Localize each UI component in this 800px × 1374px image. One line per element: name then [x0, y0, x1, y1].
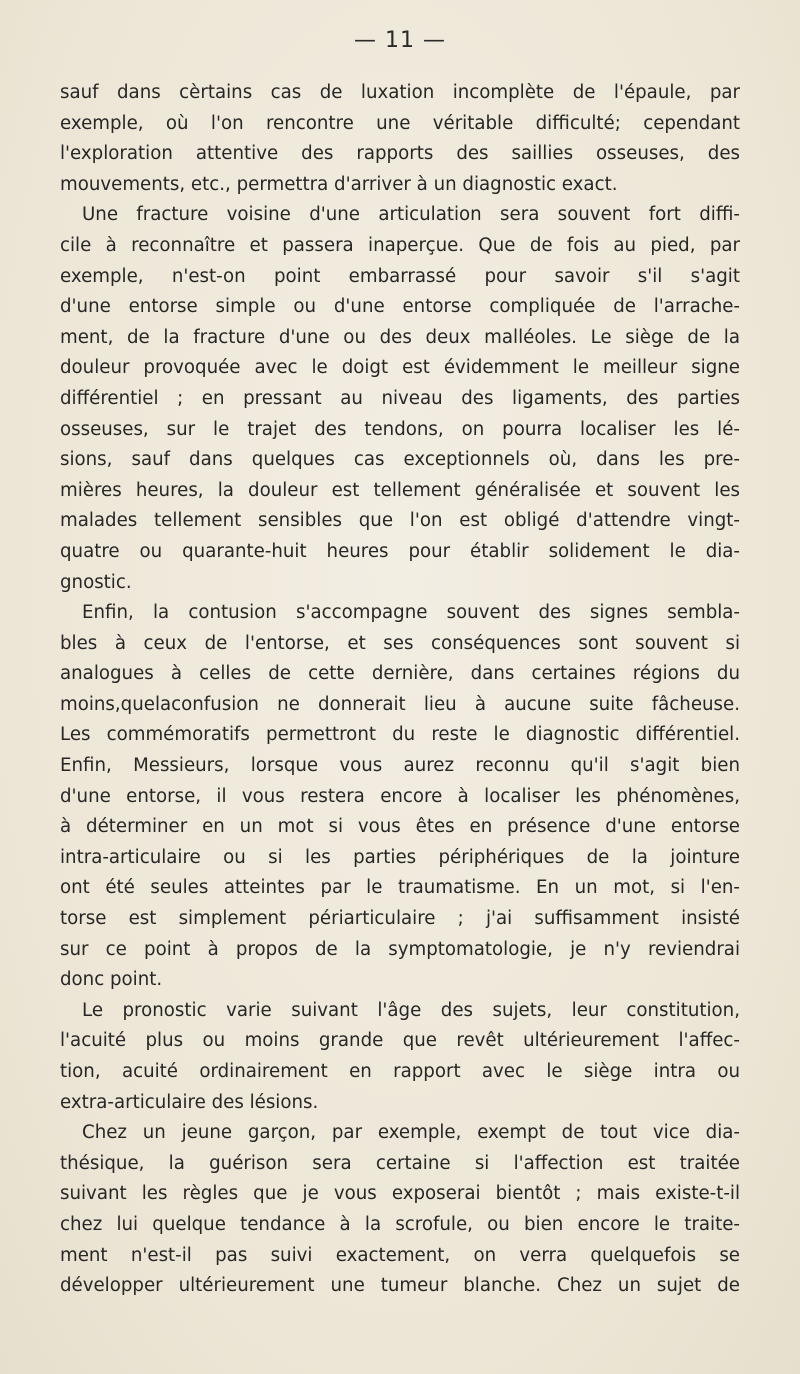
text-line: ment, de la fracture d'une ou des deux malléoles. Le siège de la — [60, 326, 740, 348]
text-line: Chez un jeune garçon, par exemple, exempt de tout vice dia- — [82, 1122, 740, 1144]
text-line: ment n'est-il pas suivi exactement, on verra quelquefois se — [60, 1244, 740, 1266]
text-line: différentiel ; en pressant au niveau des ligaments, des parties — [60, 387, 740, 409]
text-line: cile à reconnaître et passera inaperçue. Que de fois au pied, par — [60, 234, 740, 256]
body-text — [60, 78, 740, 1302]
text-line: thésique, la guérison sera certaine si l'affection est traitée — [60, 1152, 740, 1174]
text-line: Le pronostic varie suivant l'âge des sujets, leur constitution, — [82, 999, 740, 1021]
text-line: gnostic. — [60, 571, 132, 593]
text-line: Enfin, Messieurs, lorsque vous aurez reconnu qu'il s'agit bien — [60, 755, 740, 777]
text-line: sions, sauf dans quelques cas exceptionnels où, dans les pre- — [60, 449, 740, 471]
text-line: développer ultérieurement une tumeur blanche. Chez un sujet de — [60, 1275, 740, 1297]
text-line: extra-articulaire des lésions. — [60, 1091, 319, 1113]
text-line: osseuses, sur le trajet des tendons, on pourra localiser les lé- — [60, 418, 740, 440]
text-line: malades tellement sensibles que l'on est obligé d'attendre vingt- — [60, 510, 740, 532]
text-line: Enfin, la contusion s'accompagne souvent des signes sembla- — [82, 602, 740, 624]
text-line: douleur provoquée avec le doigt est évidemment le meilleur signe — [60, 357, 740, 379]
text-line: intra-articulaire ou si les parties périphériques de la jointure — [60, 846, 740, 868]
text-line: chez lui quelque tendance à la scrofule, ou bien encore le traite- — [60, 1213, 740, 1235]
text-line: tion, acuité ordinairement en rapport avec le siège intra ou — [60, 1061, 740, 1082]
text-line: sauf dans cèrtains cas de luxation incomplète de l'épaule, par — [60, 82, 740, 103]
text-line: exemple, n'est-on point embarrassé pour savoir s'il s'agit — [60, 265, 740, 287]
text-line: d'une entorse simple ou d'une entorse compliquée de l'arrache- — [60, 296, 740, 318]
page-number: — 11 — — [354, 28, 446, 53]
text-line: à déterminer en un mot si vous êtes en présence d'une entorse — [60, 816, 740, 838]
text-line: donc point. — [60, 969, 163, 991]
text-line: suivant les règles que je vous exposerai bientôt ; mais existe-t-il — [60, 1183, 740, 1205]
text-line: l'exploration attentive des rapports des saillies osseuses, des — [60, 143, 740, 165]
text-line: exemple, où l'on rencontre une véritable difficulté; cependant — [60, 112, 740, 134]
text-line: sur ce point à propos de la symptomatologie, je n'y reviendrai — [60, 938, 740, 960]
text-line: Une fracture voisine d'une articulation sera souvent fort diffi- — [82, 204, 740, 226]
text-line: ont été seules atteintes par le traumatisme. En un mot, si l'en- — [60, 877, 740, 899]
text-line: d'une entorse, il vous restera encore à localiser les phénomènes, — [60, 785, 740, 807]
text-line: mières heures, la douleur est tellement généralisée et souvent les — [60, 479, 740, 501]
text-line: l'acuité plus ou moins grande que revêt ultérieurement l'affec- — [60, 1030, 740, 1052]
text-line: mouvements, etc., permettra d'arriver à un diagnostic exact. — [60, 173, 618, 195]
text-line: moins,quelaconfusion ne donnerait lieu à aucune suite fâcheuse. — [60, 693, 740, 715]
text-line: torse est simplement périarticulaire ; j'ai suffisamment insisté — [60, 908, 740, 930]
text-line: Les commémoratifs permettront du reste le diagnostic différentiel. — [60, 724, 740, 746]
text-line: bles à ceux de l'entorse, et ses conséquences sont souvent si — [60, 632, 740, 654]
text-line: quatre ou quarante-huit heures pour établir solidement le dia- — [60, 540, 740, 562]
text-line: analogues à celles de cette dernière, dans certaines régions du — [60, 663, 740, 685]
